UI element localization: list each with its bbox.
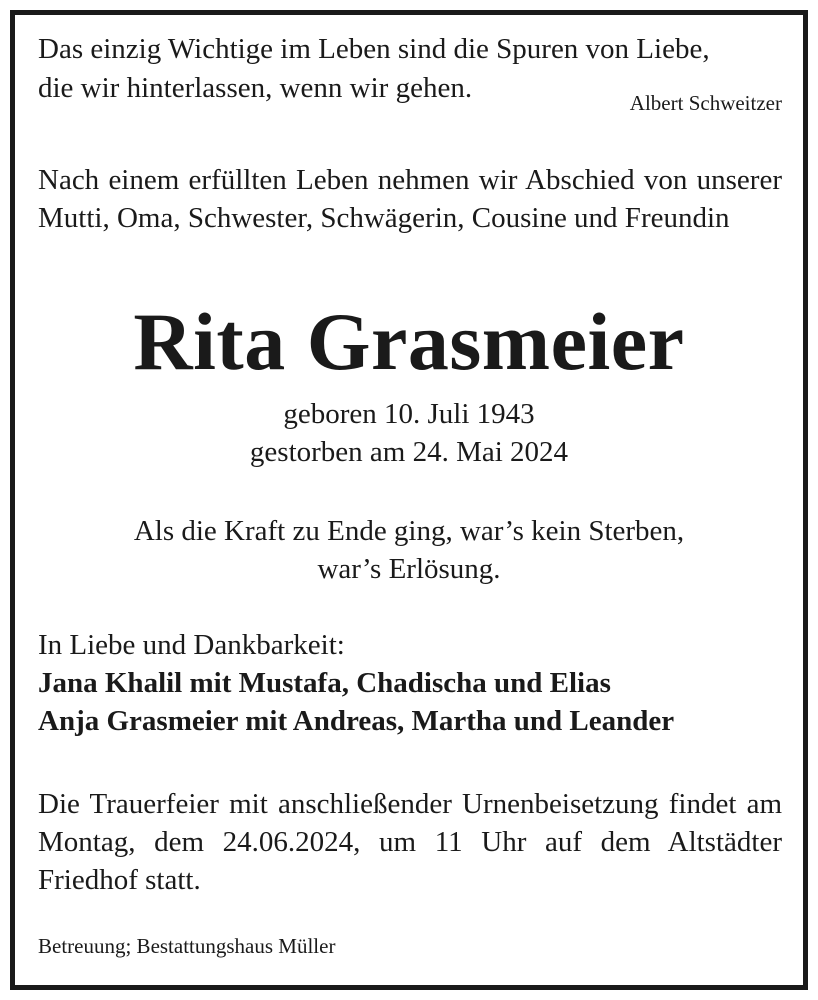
ceremony-text: Die Trauerfeier mit anschließender Urnenbeisetzung findet am Montag, dem 24.06.2024, um 11 Uhr auf dem Altstädter Friedhof statt.: [38, 788, 782, 896]
verse-line: war’s Erlösung.: [317, 553, 501, 585]
quote-author: Albert Schweitzer: [629, 91, 782, 115]
quote-line: Das einzig Wichtige im Leben sind die Spuren von Liebe,: [38, 33, 710, 65]
verse: [0, 512, 818, 588]
birth-date: geboren 10. Juli 1943: [283, 398, 535, 430]
intro-text: Nach einem erfüllten Leben nehmen wir Abschied von unserer Mutti, Oma, Schwester, Schwägerin, Cousine und Freundin: [38, 164, 782, 234]
quote-line: die wir hinterlassen, wenn wir gehen.: [38, 72, 473, 104]
mourners-heading: In Liebe und Dankbarkeit:: [38, 629, 345, 661]
funeral-home: Betreuung; Bestattungshaus Müller: [38, 934, 336, 958]
mourner-family: Jana Khalil mit Mustafa, Chadischa und Elias: [38, 667, 611, 699]
verse-line: Als die Kraft zu Ende ging, war’s kein Sterben,: [133, 515, 685, 547]
deceased-name: Rita Grasmeier: [133, 296, 685, 387]
life-dates: [0, 395, 818, 471]
death-date: gestorben am 24. Mai 2024: [249, 436, 569, 468]
mourner-family: Anja Grasmeier mit Andreas, Martha und Leander: [38, 705, 675, 737]
mourners-list: [38, 664, 782, 740]
